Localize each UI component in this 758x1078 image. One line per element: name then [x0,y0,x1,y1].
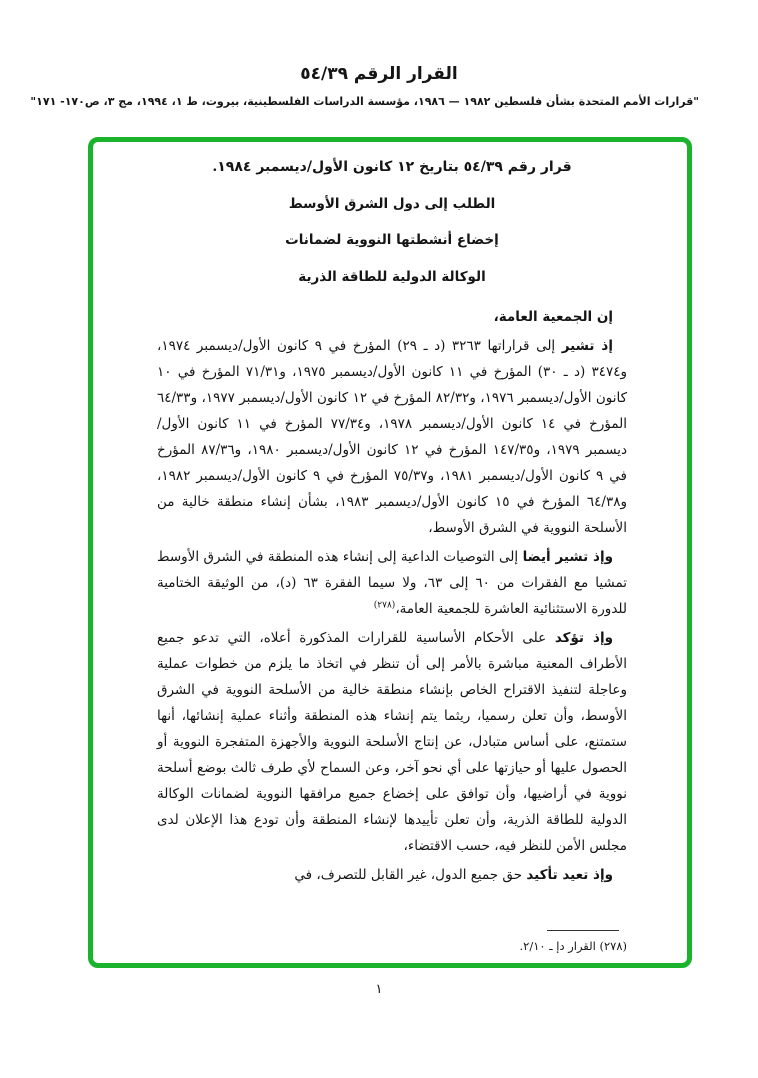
paragraph-text: حق جميع الدول، غير القابل للتصرف، في [294,866,527,883]
resolution-content [93,142,687,888]
source-citation: "قرارات الأمم المتحدة بشأن فلسطين ١٩٨٢ — ١٩٨٦، مؤسسة الدراسات الفلسطينية، بيروت، ط ١، ١٩٩٤، مج ٣، ص١٧٠- ١٧١" [30,95,699,108]
document-header [0,64,758,108]
footnote-text: (٢٧٨) القرار دإ ـ ٢/١٠. [519,939,627,953]
paragraph-lead: وإذ تعيد تأكيد [526,866,613,883]
footnote-reference: (٢٧٨) [373,600,396,610]
resolution-number-title: القرار الرقم ٥٤/٣٩ [300,64,458,84]
preamble-paragraph-4 [157,862,627,888]
resolution-subject-line-1: الطلب إلى دول الشرق الأوسط [288,195,496,212]
resolution-subject-line-3: الوكالة الدولية للطاقة الذرية [298,268,486,285]
paragraph-text: إلى التوصيات الداعية إلى إنشاء هذه المنطقة في الشرق الأوسط تمشيا مع الفقرات من ٦٠ إلى ٦٣، ولا سيما الفقرة ٦٣ (د)، من الوثيقة الختامية للدورة الاستثنائية العاشرة للجمعية العامة، [157,548,628,617]
resolution-date-line: قرار رقم ٥٤/٣٩ بتاريخ ١٢ كانون الأول/ديسمبر ١٩٨٤. [212,159,572,175]
preamble-opening: إن الجمعية العامة، [493,308,613,325]
paragraph-lead: إذ تشير [561,337,613,354]
paragraph-text: على الأحكام الأساسية للقرارات المذكورة أعلاه، التي تدعو جميع الأطراف المعنية مباشرة بالأمر إلى أن تنظر في اتخاذ ما يلزم من خطوات عملية وعاجلة لتنفيذ الاقتراح الخاص بإنشاء منطقة خالية من الأسلحة النووية في الشرق الأوسط، وأن تعلن رسميا، ريثما يتم إنشاء هذه المنطقة وأثناء عملية إنشائها، أنها ستمتنع، على أساس متبادل، عن إنتاج الأسلحة النووية والأجهزة المتفجرة النووية أو الحصول عليها أو حيازتها على أي نحو آخر، وعن السماح لأي طرف ثالث بوضع أسلحة نووية في أراضيها، وأن توافق على إخضاع جميع مرافقها النووية لضمانات الوكالة الدولية للطاقة الذرية، وأن تعلن تأييدها لإنشاء المنطقة وأن تودع هذا الإعلان لدى مجلس الأمن للنظر فيه، حسب الاقتضاء، [157,629,627,854]
footnote-separator [547,930,619,931]
page-number: ١ [375,982,383,997]
resolution-subject-line-2: إخضاع أنشطتها النووية لضمانات [285,232,499,248]
preamble-paragraph-2 [157,544,627,622]
footnote-block [157,930,627,954]
preamble-paragraph-1 [157,333,627,541]
preamble-paragraph-3 [157,625,627,859]
resolution-border-box [88,137,692,968]
paragraph-text: إلى قراراتها ٣٢٦٣ (د ـ ٢٩) المؤرخ في ٩ كانون الأول/ديسمبر ١٩٧٤، و٣٤٧٤ (د ـ ٣٠) المؤرخ في ١١ كانون الأول/ديسمبر ١٩٧٥، و٧١/٣١ المؤرخ في ١٠ كانون الأول/ديسمبر ١٩٧٦، و٨٢/٣٢ المؤرخ في ١٢ كانون الأول/ديسمبر ١٩٧٧، و٦٤/٣٣ المؤرخ في ١٤ كانون الأول/ديسمبر ١٩٧٨، و٧٧/٣٤ المؤرخ في ١١ كانون الأول/ديسمبر ١٩٧٩، و١٤٧/٣٥ المؤرخ في ١٢ كانون الأول/ديسمبر ١٩٨٠، و٨٧/٣٦ المؤرخ في ٩ كانون الأول/ديسمبر ١٩٨١، و٧٥/٣٧ المؤرخ في ٩ كانون الأول/ديسمبر ١٩٨٢، و٦٤/٣٨ المؤرخ في ١٥ كانون الأول/ديسمبر ١٩٨٣، بشأن إنشاء منطقة خالية من الأسلحة النووية في الشرق الأوسط، [157,337,628,536]
paragraph-lead: وإذ تشير أيضا [522,548,613,565]
paragraph-lead: وإذ تؤكد [554,629,613,646]
